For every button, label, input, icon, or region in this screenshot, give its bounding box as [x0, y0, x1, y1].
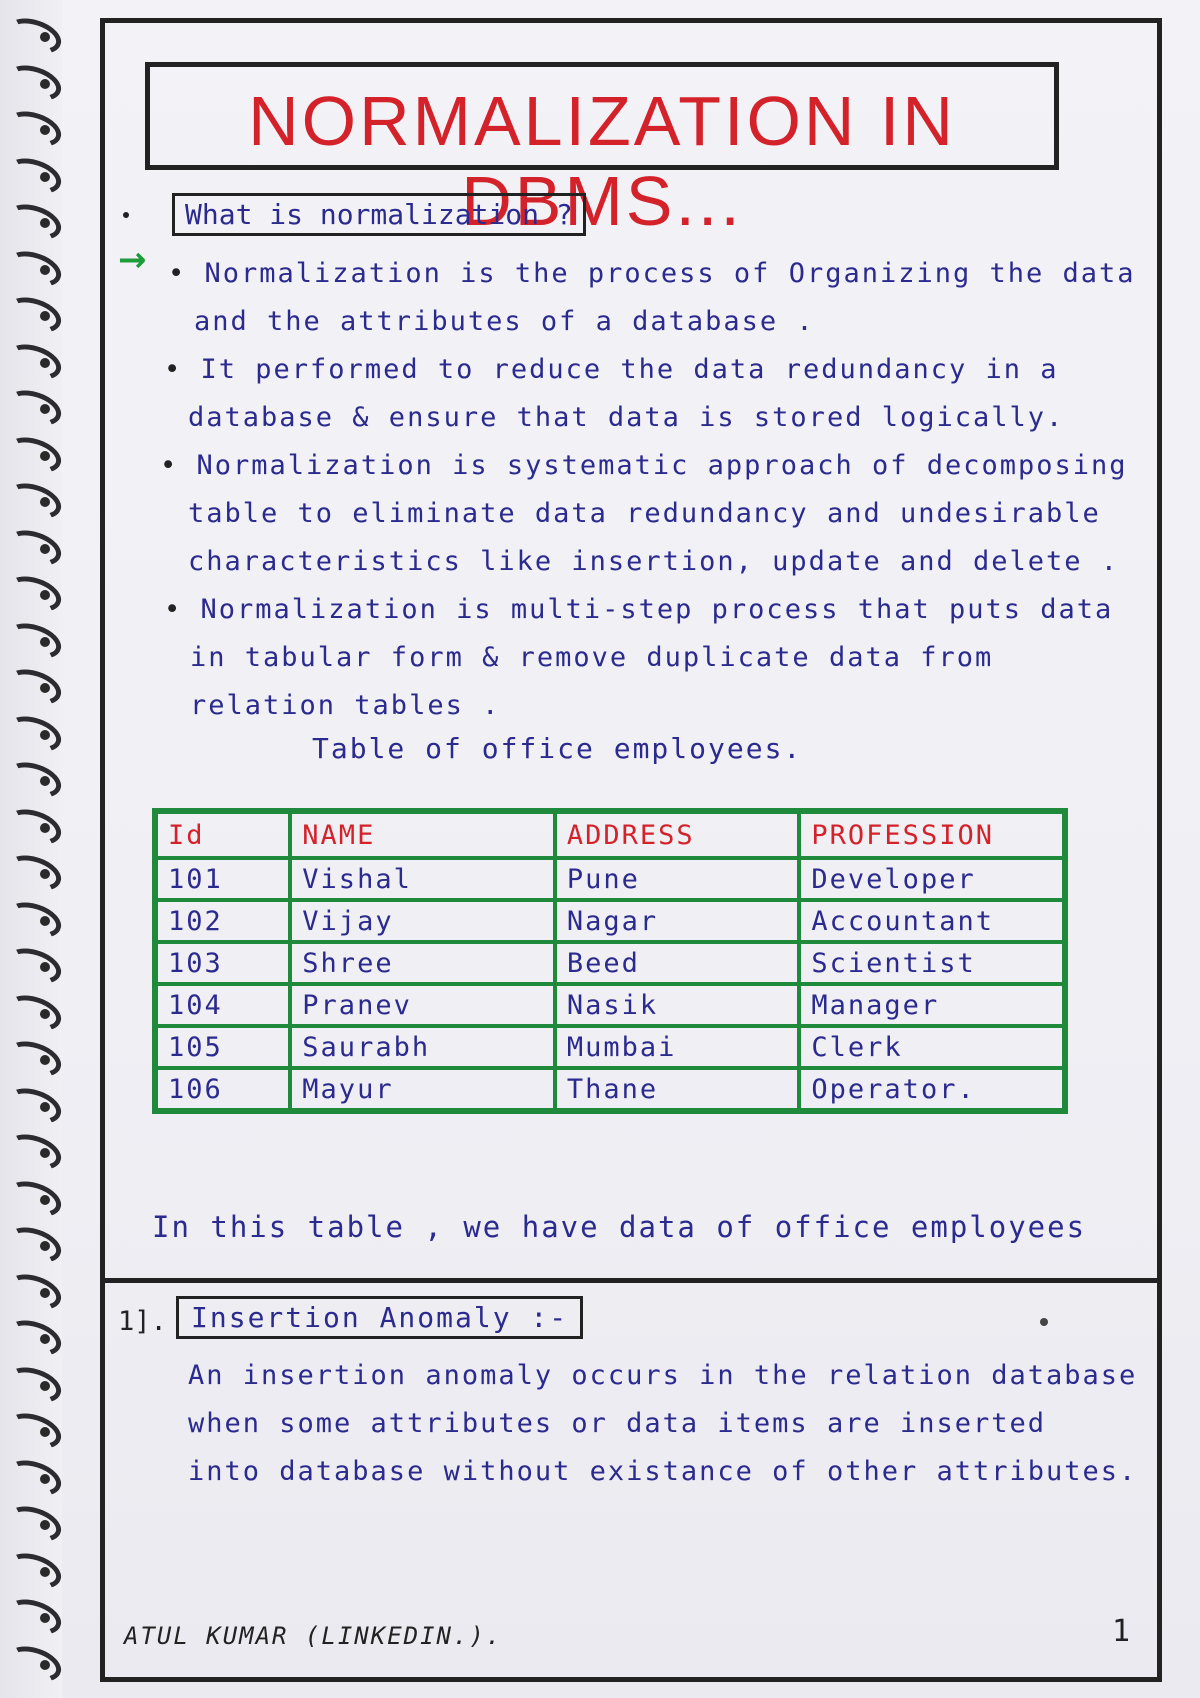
cell-name: Shree	[290, 942, 555, 984]
spiral-ring	[2, 1361, 65, 1409]
spiral-ring	[2, 896, 65, 944]
punch-hole	[40, 1195, 50, 1205]
punch-hole	[40, 637, 50, 647]
cell-id: 105	[155, 1026, 290, 1068]
bullet-3-line-3: characteristics like insertion, update and delete .	[188, 546, 1120, 577]
footer-author: ATUL KUMAR (LINKEDIN.).	[124, 1622, 503, 1650]
spiral-ring	[2, 710, 65, 758]
cell-name: Vijay	[290, 900, 555, 942]
punch-hole	[40, 404, 50, 414]
cell-address: Pune	[555, 858, 800, 900]
cell-address: Thane	[555, 1068, 800, 1111]
cell-address: Beed	[555, 942, 800, 984]
punch-hole	[40, 1613, 50, 1623]
bullet-4-line-1: • Normalization is multi-step process that puts data	[164, 594, 1114, 625]
punch-hole	[40, 497, 50, 507]
cell-name: Pranev	[290, 984, 555, 1026]
punch-hole	[40, 1102, 50, 1112]
punch-hole	[40, 1567, 50, 1577]
cell-address: Mumbai	[555, 1026, 800, 1068]
cell-id: 101	[155, 858, 290, 900]
spiral-ring	[2, 1128, 65, 1176]
punch-hole	[40, 1055, 50, 1065]
spiral-ring	[2, 617, 65, 665]
cell-profession: Developer	[799, 858, 1065, 900]
cell-name: Saurabh	[290, 1026, 555, 1068]
spiral-ring	[2, 1640, 65, 1688]
question-heading: What is normalization ?	[172, 193, 586, 236]
punch-hole	[40, 311, 50, 321]
spiral-ring	[2, 59, 65, 107]
cell-profession: Manager	[799, 984, 1065, 1026]
bullet-1-line-1: • Normalization is the process of Organizing the data	[168, 258, 1136, 289]
spiral-ring	[2, 431, 65, 479]
cell-name: Mayur	[290, 1068, 555, 1111]
cell-id: 102	[155, 900, 290, 942]
header-id: Id	[155, 811, 290, 858]
punch-hole	[40, 590, 50, 600]
punch-hole	[40, 125, 50, 135]
punch-hole	[40, 1660, 50, 1670]
section-line-3: into database without existance of other attributes.	[188, 1456, 1138, 1487]
bullet-dot	[123, 212, 129, 218]
table-summary: In this table , we have data of office employees	[152, 1210, 1087, 1244]
punch-hole	[40, 1009, 50, 1019]
spiral-ring	[2, 1407, 65, 1455]
section-line-1: An insertion anomaly occurs in the relation database	[188, 1360, 1138, 1391]
spiral-ring	[2, 338, 65, 386]
punch-hole	[40, 962, 50, 972]
punch-hole	[40, 1288, 50, 1298]
spiral-ring	[2, 1500, 65, 1548]
punch-hole	[40, 32, 50, 42]
punch-hole	[40, 1334, 50, 1344]
spiral-ring	[2, 524, 65, 572]
ink-dot	[1040, 1318, 1048, 1326]
header-profession: PROFESSION	[799, 811, 1065, 858]
punch-hole	[40, 358, 50, 368]
spiral-ring	[2, 1268, 65, 1316]
punch-hole	[40, 1474, 50, 1484]
header-name: NAME	[290, 811, 555, 858]
spiral-binding	[0, 0, 62, 1698]
arrow-icon: →	[118, 240, 147, 280]
spiral-ring	[2, 1547, 65, 1595]
punch-hole	[40, 218, 50, 228]
bullet-2-line-2: database & ensure that data is stored logically.	[188, 402, 1065, 433]
spiral-ring	[2, 803, 65, 851]
bullet-3-line-2: table to eliminate data redundancy and undesirable	[188, 498, 1101, 529]
section-line-2: when some attributes or data items are inserted	[188, 1408, 1047, 1439]
punch-hole	[40, 544, 50, 554]
table-row	[155, 942, 1065, 984]
punch-hole	[40, 683, 50, 693]
punch-hole	[40, 916, 50, 926]
table-row	[155, 1068, 1065, 1111]
bullet-2-line-1: • It performed to reduce the data redundancy in a	[164, 354, 1059, 385]
employee-table	[152, 808, 1068, 1114]
cell-profession: Operator.	[799, 1068, 1065, 1111]
punch-hole	[40, 79, 50, 89]
punch-hole	[40, 869, 50, 879]
spiral-ring	[2, 1221, 65, 1269]
spiral-ring	[2, 152, 65, 200]
bullet-1-line-2: and the attributes of a database .	[194, 306, 815, 337]
spiral-ring	[2, 384, 65, 432]
spiral-ring	[2, 942, 65, 990]
table-header-row	[155, 811, 1065, 858]
table-row	[155, 900, 1065, 942]
spiral-ring	[2, 12, 65, 60]
spiral-ring	[2, 1314, 65, 1362]
spiral-ring	[2, 1593, 65, 1641]
cell-address: Nasik	[555, 984, 800, 1026]
table-row	[155, 1026, 1065, 1068]
cell-profession: Clerk	[799, 1026, 1065, 1068]
bullet-4-line-2: in tabular form & remove duplicate data from	[190, 642, 994, 673]
header-address: ADDRESS	[555, 811, 800, 858]
table-row	[155, 984, 1065, 1026]
spiral-ring	[2, 989, 65, 1037]
spiral-ring	[2, 198, 65, 246]
spiral-ring	[2, 1035, 65, 1083]
cell-profession: Scientist	[799, 942, 1065, 984]
bullet-3-line-1: • Normalization is systematic approach of decomposing	[160, 450, 1128, 481]
section-number: 1].	[118, 1306, 167, 1337]
punch-hole	[40, 451, 50, 461]
punch-hole	[40, 1241, 50, 1251]
page-number: 1	[1112, 1614, 1131, 1649]
spiral-ring	[2, 756, 65, 804]
punch-hole	[40, 730, 50, 740]
section-title: Insertion Anomaly :-	[176, 1296, 583, 1339]
section-divider	[100, 1278, 1162, 1283]
spiral-ring	[2, 663, 65, 711]
spiral-ring	[2, 1175, 65, 1223]
spiral-ring	[2, 105, 65, 153]
punch-hole	[40, 1148, 50, 1158]
spiral-ring	[2, 245, 65, 293]
table-row	[155, 858, 1065, 900]
cell-id: 106	[155, 1068, 290, 1111]
punch-hole	[40, 1427, 50, 1437]
punch-hole	[40, 1520, 50, 1530]
cell-id: 104	[155, 984, 290, 1026]
cell-id: 103	[155, 942, 290, 984]
punch-hole	[40, 776, 50, 786]
spiral-ring	[2, 1454, 65, 1502]
table-caption: Table of office employees.	[312, 732, 803, 765]
cell-profession: Accountant	[799, 900, 1065, 942]
punch-hole	[40, 265, 50, 275]
punch-hole	[40, 172, 50, 182]
spiral-ring	[2, 291, 65, 339]
cell-address: Nagar	[555, 900, 800, 942]
spiral-ring	[2, 849, 65, 897]
spiral-ring	[2, 570, 65, 618]
punch-hole	[40, 823, 50, 833]
cell-name: Vishal	[290, 858, 555, 900]
punch-hole	[40, 1381, 50, 1391]
spiral-ring	[2, 1082, 65, 1130]
page-title: NORMALIZATION IN DBMS...	[248, 82, 956, 240]
spiral-ring	[2, 477, 65, 525]
bullet-4-line-3: relation tables .	[190, 690, 501, 721]
